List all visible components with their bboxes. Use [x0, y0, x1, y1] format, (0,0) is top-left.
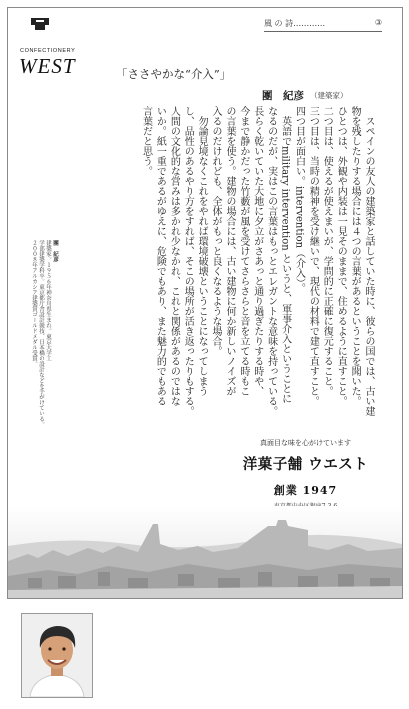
body-line: 言葉だと思う。 — [140, 106, 152, 176]
profile-line: 学部建築学科卒。東京都庁舎設計競技、日本橋の設計などを手がけている。 — [38, 240, 44, 427]
author-name: 團 紀彦 — [262, 90, 304, 102]
body-line: スペインの友人の建築家と話していた時に、彼らの国では、古い建 — [363, 106, 374, 416]
brand-logo: WEST — [19, 54, 76, 78]
author-portrait — [21, 613, 93, 698]
body-line: ひとつは、外観や内装は一見そのままで、住めるように直すこと。 — [335, 106, 347, 406]
body-line: し、品性のあるやり方をすれば、そこの場所が活き返ったりもする。 — [182, 106, 194, 416]
profile-name: 團 紀彦 — [52, 240, 58, 262]
ad-founded: 創業 1947 — [273, 484, 338, 497]
magazine-page — [7, 7, 403, 599]
series-number: ③ — [374, 18, 382, 27]
profile-line: ２００８年アルカシア建築賞ゴールドメダル受賞。 — [31, 240, 37, 367]
body-line: 長らく乾いていた大地に夕立がさあっと通り過ぎたりする時や、 — [251, 106, 263, 396]
body-line: いか。紙一重であるがゆえに、危険でもあり、また魅力的でもある — [154, 106, 166, 406]
west-shop-sign-icon — [30, 16, 50, 32]
brand-caption: CONFECTIONERY — [20, 48, 76, 54]
body-line: の言葉を使う。建物の場合には、古い建物に何か新しいノイズが — [223, 106, 235, 396]
body-line: 英語でmilitary intervention というと、軍事介入ということに — [279, 106, 291, 404]
ad-shop-name: 洋菓子舗 ウエスト — [242, 456, 369, 473]
body-line: 物を残したりする場合には４つの言葉があるということを聞いた。 — [349, 106, 361, 406]
series-header — [264, 18, 382, 32]
article-title: 「ささやかな“介入”」 — [116, 67, 232, 81]
author-profile — [30, 240, 58, 427]
body-line: 二つ目は、使えるが使えまいが、学問的に正確に復元すること。 — [321, 106, 333, 396]
author-role: （建築家） — [310, 91, 348, 100]
body-line: 勿論見境なくこれをやれば環境破壊ということになってしまう — [196, 106, 208, 396]
profile-line: 建築家。１９５６年神奈川県生まれ。東京大学工 — [45, 240, 51, 361]
article-body — [70, 106, 375, 416]
body-line: なるのだが、実はこの言葉はもっとエレガントな意味を持っている。 — [265, 106, 277, 416]
body-line: 入るのだけれども、全体がもっと良くなるような場合。 — [210, 106, 222, 356]
body-line: 人間の文化的な営みは多かれ少なかれ、これと関係があるのではな — [168, 106, 180, 406]
body-line: 三つ目は、当時の精神を受け継いで、現代の材料で建て直すこと。 — [307, 106, 319, 406]
series-label: 風 の 詩 — [264, 19, 294, 28]
ad-slogan: 真面目な味を心がけています — [260, 439, 351, 447]
series-dots: ………… — [293, 19, 326, 28]
body-line: 今まで静かだった竹藪が風を受けてさらさらと音を立てる時もこ — [237, 106, 249, 396]
body-line: 四つ目が面白い。intervention（介入）。 — [293, 106, 305, 294]
cityscape-illustration — [8, 506, 402, 598]
